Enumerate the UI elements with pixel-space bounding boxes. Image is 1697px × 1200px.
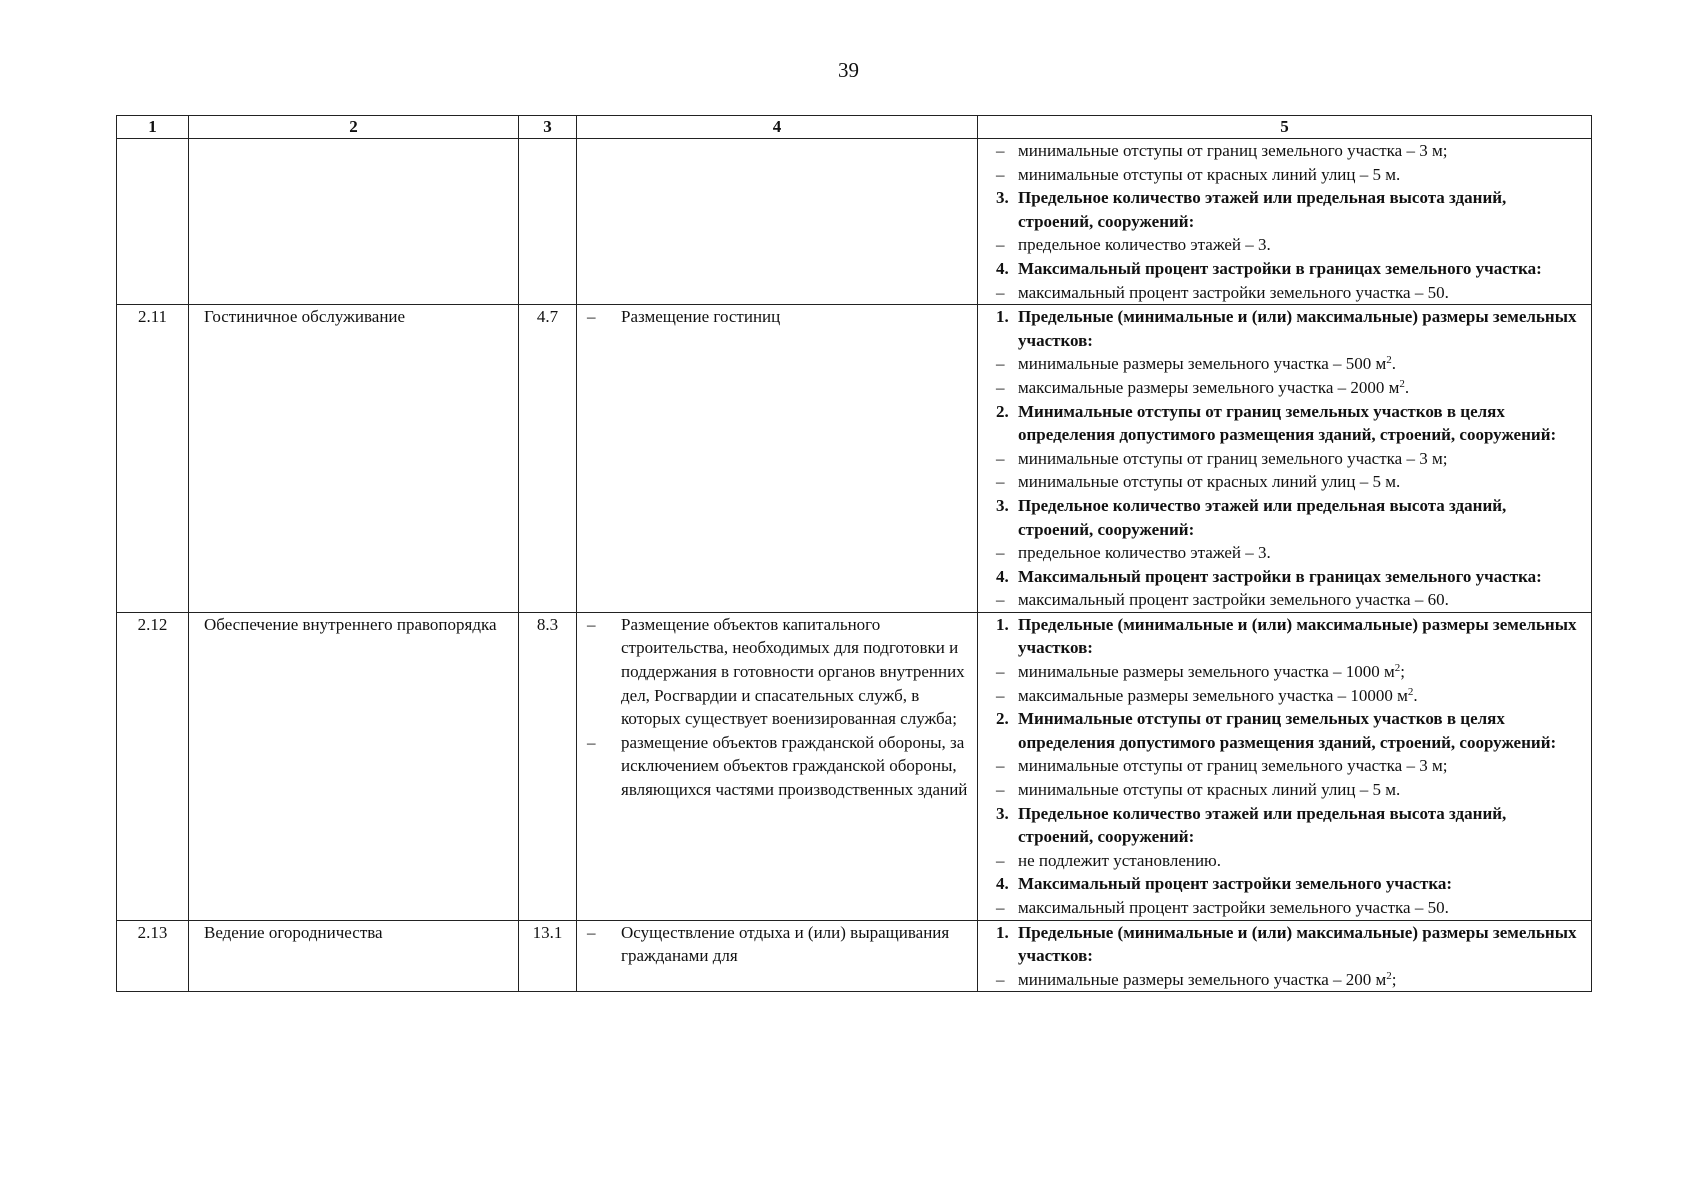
parameter-text-wrap xyxy=(1018,257,1585,281)
column-number-row xyxy=(117,116,1592,139)
description-item xyxy=(583,921,971,968)
parameter-text: Максимальный процент застройки в границах земельного участка: xyxy=(1018,258,1542,278)
column-number: 2 xyxy=(189,116,519,139)
land-use-name-cell: Гостиничное обслуживание xyxy=(189,305,519,613)
parameter-item xyxy=(984,139,1585,163)
description-item xyxy=(583,613,971,731)
parameter-text: Минимальные отступы от границ земельных участков в целях определения допустимого размещения зданий, строений, сооружений: xyxy=(1018,401,1557,445)
heading-number: 3. xyxy=(996,188,1009,208)
parameter-text: минимальные размеры земельного участка – 1000 м xyxy=(1018,662,1395,682)
parameter-text-wrap xyxy=(1018,613,1585,660)
column-number: 3 xyxy=(519,116,577,139)
parameter-text: минимальные отступы от границ земельного участка – 3 м; xyxy=(1018,756,1448,776)
parameter-text-wrap xyxy=(1018,754,1585,778)
description-cell xyxy=(577,920,978,992)
parameter-text: максимальный процент застройки земельного участка – 60. xyxy=(1018,590,1449,610)
description-item xyxy=(583,731,971,802)
heading-number: 4. xyxy=(996,258,1009,278)
parameter-text-wrap xyxy=(1018,872,1585,896)
heading-number: 1. xyxy=(996,614,1009,634)
row-number-cell: 2.13 xyxy=(117,920,189,992)
table-row xyxy=(117,612,1592,920)
page-number: 39 xyxy=(838,58,859,82)
heading-number: 3. xyxy=(996,803,1009,823)
parameter-text-wrap xyxy=(1018,565,1585,589)
dash-bullet-icon: – xyxy=(996,164,1005,184)
dash-bullet-icon: – xyxy=(996,448,1005,468)
dash-bullet-icon: – xyxy=(996,472,1005,492)
table-row xyxy=(117,305,1592,613)
dash-bullet-icon: – xyxy=(996,969,1005,989)
dash-bullet-icon: – xyxy=(996,756,1005,776)
row-number-cell xyxy=(117,139,189,305)
parameter-text-wrap xyxy=(1018,352,1585,376)
parameter-heading xyxy=(984,921,1585,968)
unit-superscript: 2 xyxy=(1394,662,1401,675)
parameter-heading xyxy=(984,802,1585,849)
land-use-name-cell: Обеспечение внутреннего правопорядка xyxy=(189,612,519,920)
parameter-text-wrap xyxy=(1018,802,1585,849)
row-number-cell: 2.11 xyxy=(117,305,189,613)
parameter-text: максимальные размеры земельного участка – 10000 м xyxy=(1018,685,1408,705)
parameters-cell xyxy=(978,139,1592,305)
parameter-text: Предельные (минимальные и (или) максимальные) размеры земельных участков: xyxy=(1018,922,1577,966)
parameter-text: Минимальные отступы от границ земельных участков в целях определения допустимого размещения зданий, строений, сооружений: xyxy=(1018,709,1557,752)
unit-superscript: 2 xyxy=(1386,969,1392,982)
land-use-name-cell xyxy=(189,139,519,305)
parameter-text-wrap xyxy=(1018,186,1585,233)
dash-bullet-icon: – xyxy=(587,922,596,942)
dash-bullet-icon: – xyxy=(996,282,1005,302)
unit-superscript: 2 xyxy=(1399,377,1405,390)
dash-bullet-icon: – xyxy=(996,377,1005,397)
heading-number: 1. xyxy=(996,922,1009,942)
parameter-item xyxy=(984,541,1585,565)
parameter-text: Предельное количество этажей или предельная высота зданий, строений, сооружений: xyxy=(1018,803,1507,847)
heading-number: 1. xyxy=(996,307,1009,327)
parameter-heading xyxy=(984,305,1585,352)
parameter-text: Предельное количество этажей или предельная высота зданий, строений, сооружений: xyxy=(1018,188,1507,231)
column-number: 4 xyxy=(577,116,978,139)
description-cell xyxy=(577,139,978,305)
dash-bullet-icon: – xyxy=(996,141,1005,160)
parameter-heading xyxy=(984,257,1585,281)
parameter-text: Предельные (минимальные и (или) максимальные) размеры земельных участков: xyxy=(1018,307,1577,350)
parameter-heading xyxy=(984,400,1585,447)
table-row xyxy=(117,139,1592,305)
parameter-text: максимальные размеры земельного участка – 2000 м xyxy=(1018,377,1400,397)
dash-bullet-icon: – xyxy=(996,780,1005,800)
parameter-text-wrap xyxy=(1018,281,1585,305)
parameter-item xyxy=(984,470,1585,494)
parameter-text-wrap xyxy=(1018,400,1585,447)
parameter-heading xyxy=(984,613,1585,660)
parameter-text: минимальные размеры земельного участка – 500 м xyxy=(1018,354,1387,374)
heading-number: 2. xyxy=(996,709,1009,729)
parameter-text: максимальный процент застройки земельного участка – 50. xyxy=(1018,282,1449,302)
parameter-item xyxy=(984,588,1585,612)
dash-bullet-icon: – xyxy=(996,898,1005,917)
parameter-text: максимальный процент застройки земельного участка – 50. xyxy=(1018,898,1449,917)
land-use-code-cell xyxy=(519,139,577,305)
row-number-cell: 2.12 xyxy=(117,612,189,920)
dash-bullet-icon: – xyxy=(996,685,1005,705)
land-use-code-cell: 13.1 xyxy=(519,920,577,992)
parameter-text: минимальные отступы от красных линий улиц – 5 м. xyxy=(1018,164,1401,184)
land-use-name-cell: Ведение огородничества xyxy=(189,920,519,992)
parameter-text-wrap xyxy=(1018,447,1585,471)
heading-number: 2. xyxy=(996,401,1009,421)
parameter-item xyxy=(984,376,1585,400)
table-row xyxy=(117,920,1592,992)
trailing-punctuation: ; xyxy=(1391,969,1397,989)
parameter-text-wrap xyxy=(1018,494,1585,541)
parameter-text: не подлежит установлению. xyxy=(1018,850,1222,870)
parameter-text-wrap xyxy=(1018,707,1585,754)
parameter-text-wrap xyxy=(1018,233,1585,257)
parameter-text: минимальные отступы от красных линий улиц – 5 м. xyxy=(1018,780,1401,800)
parameter-text: Предельное количество этажей или предельная высота зданий, строений, сооружений: xyxy=(1018,495,1507,539)
heading-number: 4. xyxy=(996,566,1009,586)
parameter-heading xyxy=(984,186,1585,233)
land-use-code-cell: 8.3 xyxy=(519,612,577,920)
parameter-text: Предельные (минимальные и (или) максимальные) размеры земельных участков: xyxy=(1018,614,1577,658)
parameter-text-wrap xyxy=(1018,139,1585,163)
trailing-punctuation: . xyxy=(1413,685,1418,705)
parameter-text-wrap xyxy=(1018,849,1585,873)
parameter-item xyxy=(984,447,1585,471)
parameter-item xyxy=(984,163,1585,187)
parameter-item xyxy=(984,660,1585,684)
dash-bullet-icon: – xyxy=(587,307,596,327)
dash-bullet-icon: – xyxy=(587,732,596,752)
trailing-punctuation: . xyxy=(1391,354,1397,374)
trailing-punctuation: . xyxy=(1404,377,1410,397)
parameter-item xyxy=(984,849,1585,873)
description-cell xyxy=(577,305,978,613)
column-number: 5 xyxy=(978,116,1592,139)
parameter-text-wrap xyxy=(1018,684,1585,708)
description-text: Размещение гостиниц xyxy=(621,307,781,327)
parameter-item xyxy=(984,281,1585,305)
parameter-heading xyxy=(984,872,1585,896)
unit-superscript: 2 xyxy=(1407,685,1414,698)
parameter-item xyxy=(984,754,1585,778)
parameter-text: Максимальный процент застройки в границах земельного участка: xyxy=(1018,566,1542,586)
parameter-text-wrap xyxy=(1018,163,1585,187)
parameter-text-wrap xyxy=(1018,921,1585,968)
unit-superscript: 2 xyxy=(1386,354,1392,367)
heading-number: 3. xyxy=(996,495,1009,515)
parameter-item xyxy=(984,968,1585,992)
parameter-text: предельное количество этажей – 3. xyxy=(1018,543,1271,563)
dash-bullet-icon: – xyxy=(996,850,1005,870)
parameter-item xyxy=(984,233,1585,257)
dash-bullet-icon: – xyxy=(587,614,596,634)
parameter-text-wrap xyxy=(1018,376,1585,400)
description-text: размещение объектов гражданской обороны, за исключением объектов гражданской обороны, являющихся частями производственных зданий xyxy=(621,732,968,800)
parameter-text-wrap xyxy=(1018,588,1585,612)
parameter-text-wrap xyxy=(1018,778,1585,802)
parameter-text: минимальные отступы от границ земельного участка – 3 м; xyxy=(1018,448,1448,468)
parameter-text-wrap xyxy=(1018,541,1585,565)
parameter-heading xyxy=(984,565,1585,589)
regulations-table xyxy=(116,115,1592,992)
parameter-item xyxy=(984,352,1585,376)
parameter-text: минимальные отступы от границ земельного участка – 3 м; xyxy=(1018,141,1448,160)
description-item xyxy=(583,305,971,329)
parameter-item xyxy=(984,684,1585,708)
parameters-cell xyxy=(978,305,1592,613)
parameter-text-wrap xyxy=(1018,660,1585,684)
dash-bullet-icon: – xyxy=(996,662,1005,682)
dash-bullet-icon: – xyxy=(996,235,1005,255)
dash-bullet-icon: – xyxy=(996,354,1005,374)
parameter-text: предельное количество этажей – 3. xyxy=(1018,235,1271,255)
land-use-code-cell: 4.7 xyxy=(519,305,577,613)
parameter-text-wrap xyxy=(1018,470,1585,494)
parameter-text: Максимальный процент застройки земельного участка: xyxy=(1018,874,1453,894)
dash-bullet-icon: – xyxy=(996,543,1005,563)
parameter-text: минимальные размеры земельного участка – 200 м xyxy=(1018,969,1387,989)
trailing-punctuation: ; xyxy=(1400,662,1405,682)
parameters-cell xyxy=(978,920,1592,992)
parameter-text: минимальные отступы от красных линий улиц – 5 м. xyxy=(1018,472,1401,492)
description-cell xyxy=(577,612,978,920)
parameter-text-wrap xyxy=(1018,305,1585,352)
parameter-item xyxy=(984,778,1585,802)
dash-bullet-icon: – xyxy=(996,590,1005,610)
parameter-text-wrap xyxy=(1018,968,1585,992)
column-number: 1 xyxy=(117,116,189,139)
description-text: Размещение объектов капитального строительства, необходимых для подготовки и поддержания в готовности органов внутренних дел, Росгвардии и спасательных служб, в которых существует военизированная служба; xyxy=(621,614,965,729)
parameters-cell xyxy=(978,612,1592,920)
parameter-heading xyxy=(984,494,1585,541)
heading-number: 4. xyxy=(996,874,1009,894)
parameter-item xyxy=(984,896,1585,920)
description-text: Осуществление отдыха и (или) выращивания гражданами для xyxy=(621,922,950,966)
parameter-text-wrap xyxy=(1018,896,1585,920)
parameter-heading xyxy=(984,707,1585,754)
